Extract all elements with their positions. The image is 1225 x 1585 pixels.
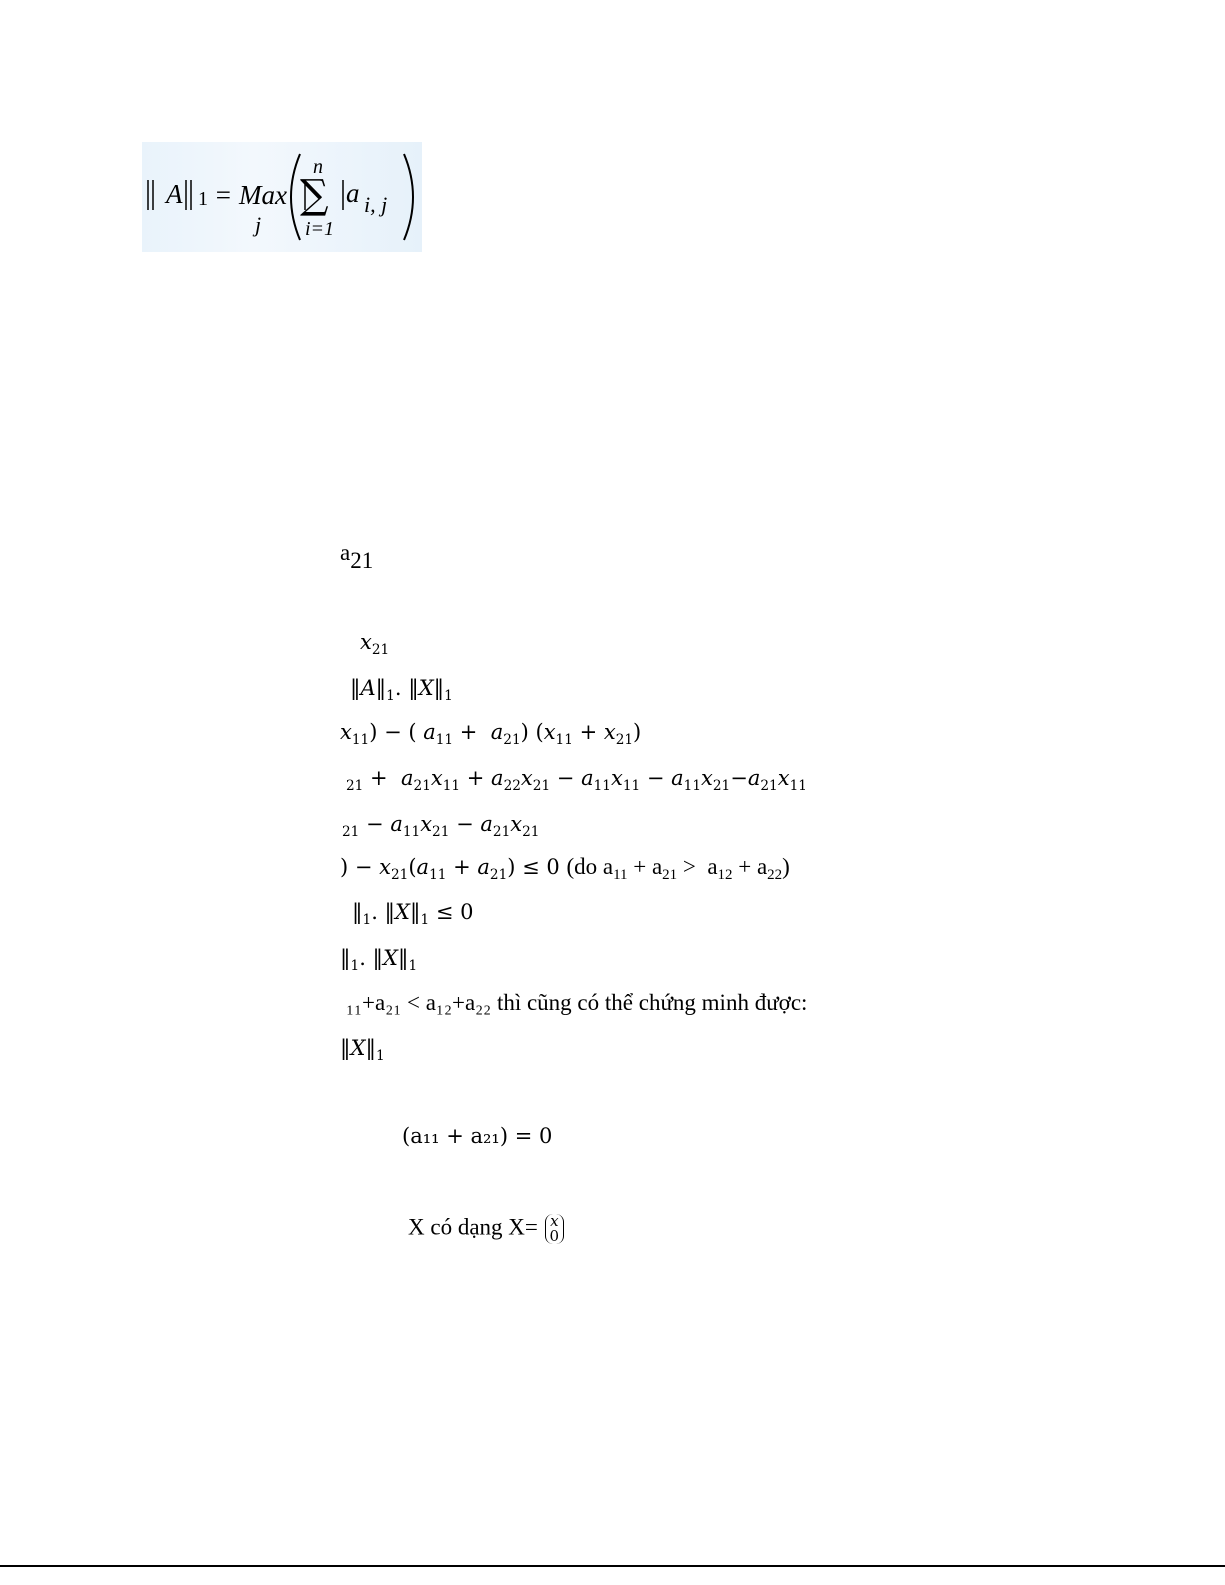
- formula-subscript: 1: [198, 188, 208, 210]
- line-equals-zero: (a₁₁ + a₂₁) = 0: [402, 1124, 553, 1148]
- line-norm-leq: $‖_1$. $‖X‖_1 \le 0$: [352, 900, 474, 928]
- line-x21: $x_{21}$: [360, 630, 390, 658]
- column-vector: x 0: [545, 1214, 565, 1244]
- line-expansion-3: $_{21} - a_{11}x_{21} - a_{21}x_{21}$: [342, 812, 540, 840]
- line-expansion-2: $_{21} + a_{21}x_{11} + a_{22}x_{21} - a_{11}x_{11} - a_{11}x_{21}-a_{21}x_{11}$: [346, 766, 807, 794]
- line-x-form: X có dạng X= x 0: [408, 1214, 564, 1244]
- formula-element-subscript: i, j: [364, 192, 388, 217]
- page-bottom-border: [0, 1565, 1225, 1567]
- formula-sum-top: n: [313, 156, 323, 178]
- norm-formula-image: [142, 142, 422, 252]
- formula-sum-bottom: i=1: [305, 218, 335, 240]
- formula-under-j: j: [255, 212, 262, 237]
- svg-text:∑: ∑: [300, 172, 329, 218]
- line-expansion-1: $x_{11}$) − ( $a_{11} + a_{21}$) $(x_{11} + x_{21})$: [340, 720, 642, 748]
- formula-element: a: [346, 178, 360, 208]
- line-a21: $a_{21}$: [340, 540, 374, 574]
- formula-matrix-a: A: [166, 179, 183, 209]
- line-inequality: ) − $x_{21}(a_{11} + a_{21}) \le 0$ (do $a_{11} + a_{21} > a_{12} + a_{22}$): [340, 854, 790, 884]
- line-other-case: ₁₁+a₂₁ < a₁₂+a₂₂ thì cũng có thể chứng minh được:: [346, 990, 808, 1015]
- line-norm: $‖_1$. $‖X‖_1$: [340, 946, 418, 974]
- formula-max: = Max: [214, 180, 287, 210]
- line-norm-x: $‖X‖_1$: [340, 1036, 385, 1064]
- line-norm-product: $‖A‖_1$. $‖X‖_1$: [350, 676, 453, 704]
